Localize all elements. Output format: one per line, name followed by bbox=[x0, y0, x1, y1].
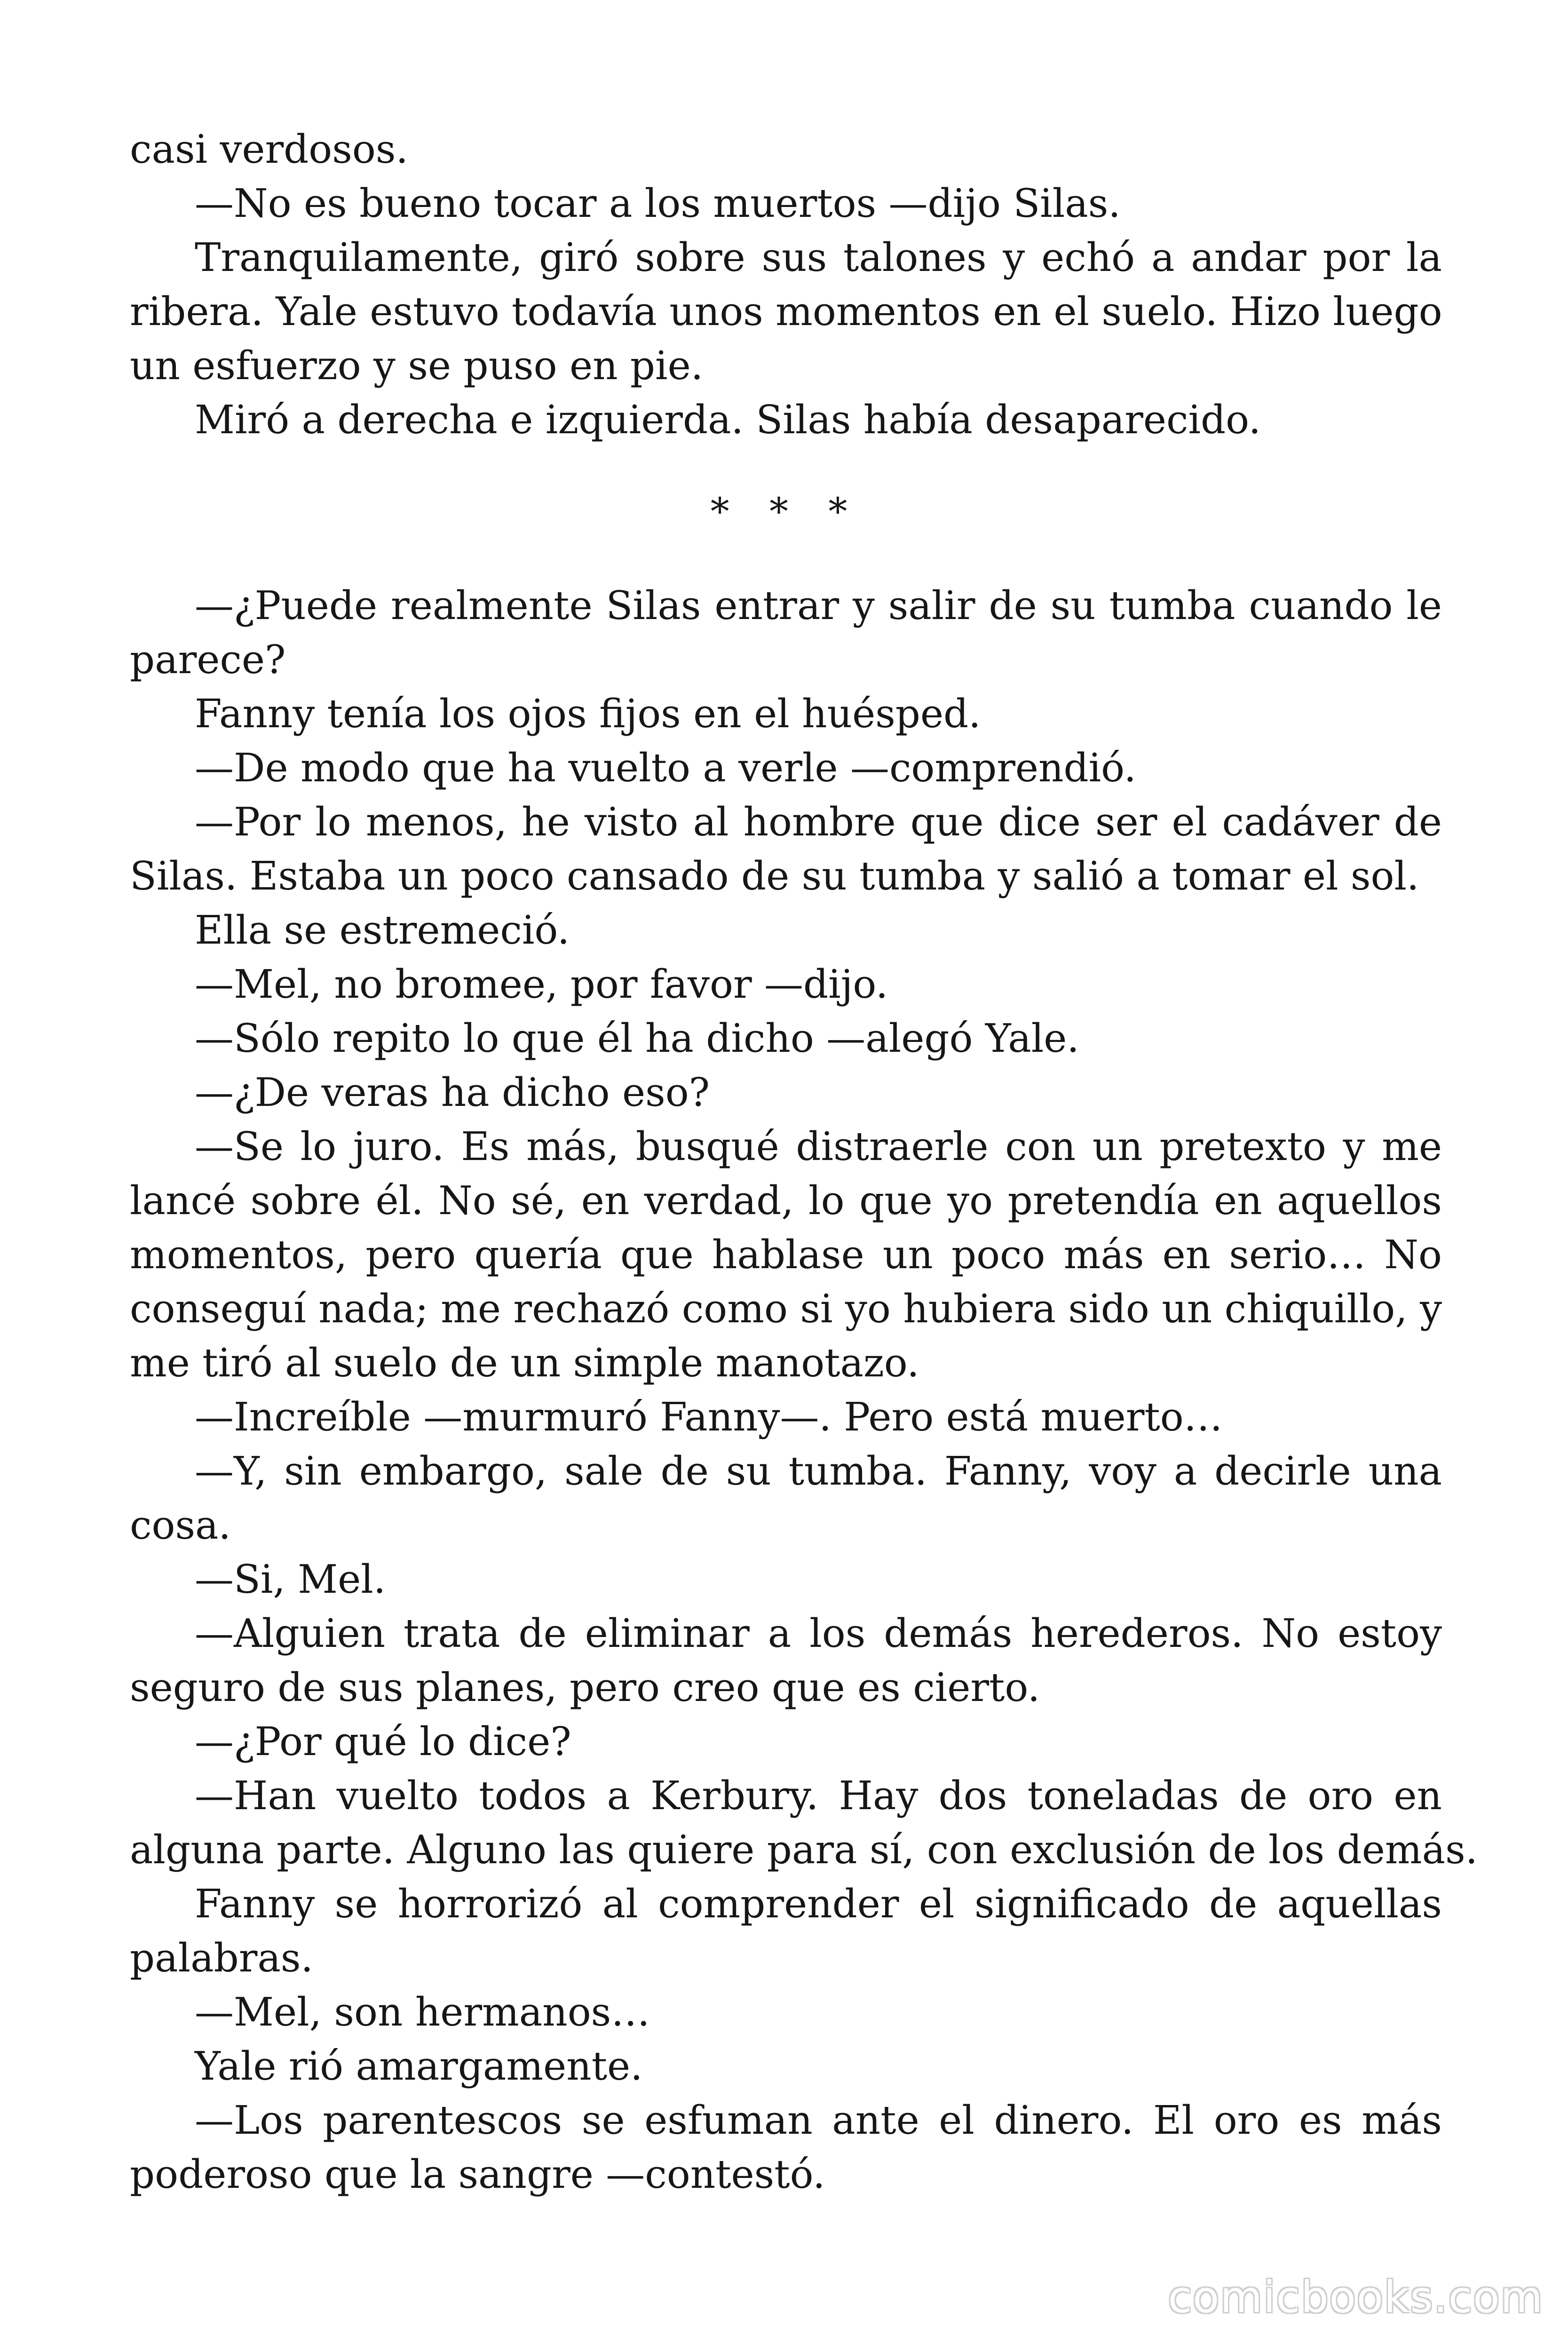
text-line: Ella se estremeció. bbox=[195, 907, 570, 953]
text-line: —De modo que ha vuelto a verle —comprendió. bbox=[195, 745, 1137, 791]
text-line: Fanny tenía los ojos fijos en el huésped. bbox=[195, 691, 981, 737]
text-line: —Sólo repito lo que él ha dicho —alegó Yale. bbox=[195, 1016, 1079, 1061]
text-line: —Y, sin embargo, sale de su tumba. Fanny, voy a decirle una bbox=[195, 1448, 1442, 1494]
text-line: Silas. Estaba un poco cansado de su tumba y salió a tomar el sol. bbox=[130, 853, 1419, 899]
text-line: parece? bbox=[130, 637, 286, 683]
text-line: Yale rió amargamente. bbox=[195, 2043, 643, 2089]
watermark: comicbooks.com bbox=[1168, 2272, 1544, 2322]
text-line: —Mel, no bromee, por favor —dijo. bbox=[195, 961, 888, 1007]
text-line: cosa. bbox=[130, 1502, 231, 1548]
text-line: seguro de sus planes, pero creo que es cierto. bbox=[130, 1665, 1040, 1710]
text-line: palabras. bbox=[130, 1935, 313, 1981]
text-line: ribera. Yale estuvo todavía unos momentos en el suelo. Hizo luego bbox=[130, 289, 1442, 334]
text-line: un esfuerzo y se puso en pie. bbox=[130, 343, 704, 389]
text-line: casi verdosos. bbox=[130, 127, 408, 172]
text-line: me tiró al suelo de un simple manotazo. bbox=[130, 1340, 919, 1386]
text-line: —Han vuelto todos a Kerbury. Hay dos toneladas de oro en bbox=[195, 1773, 1442, 1819]
text-line: conseguí nada; me rechazó como si yo hubiera sido un chiquillo, y bbox=[130, 1286, 1442, 1332]
text-line: Miró a derecha e izquierda. Silas había desaparecido. bbox=[195, 397, 1261, 443]
text-line: —Increíble —murmuró Fanny—. Pero está muerto… bbox=[195, 1394, 1223, 1440]
text-line: —No es bueno tocar a los muertos —dijo Silas. bbox=[195, 181, 1121, 226]
text-line: momentos, pero quería que hablase un poco más en serio… No bbox=[130, 1232, 1442, 1278]
text-line: —¿De veras ha dicho eso? bbox=[195, 1070, 710, 1115]
text-line: —Los parentescos se esfuman ante el dinero. El oro es más bbox=[195, 2098, 1442, 2143]
text-line: —Por lo menos, he visto al hombre que dice ser el cadáver de bbox=[195, 799, 1442, 845]
text-line: —Se lo juro. Es más, busqué distraerle con un pretexto y me bbox=[195, 1124, 1442, 1169]
text-line: —¿Puede realmente Silas entrar y salir de su tumba cuando le bbox=[195, 583, 1442, 628]
text-line: lancé sobre él. No sé, en verdad, lo que yo pretendía en aquellos bbox=[130, 1178, 1442, 1224]
text-line: —Si, Mel. bbox=[195, 1557, 386, 1602]
text-line: poderoso que la sangre —contestó. bbox=[130, 2152, 825, 2197]
text-line: alguna parte. Alguno las quiere para sí, con exclusión de los demás. bbox=[130, 1827, 1478, 1873]
text-line: Fanny se horrorizó al comprender el significado de aquellas bbox=[195, 1881, 1442, 1927]
text-line: —¿Por qué lo dice? bbox=[195, 1719, 571, 1764]
text-line: —Alguien trata de eliminar a los demás herederos. No estoy bbox=[195, 1611, 1442, 1656]
text-line: Tranquilamente, giró sobre sus talones y echó a andar por la bbox=[195, 235, 1442, 280]
scene-separator: * * * bbox=[710, 490, 862, 533]
text-line: —Mel, son hermanos… bbox=[195, 1989, 650, 2035]
